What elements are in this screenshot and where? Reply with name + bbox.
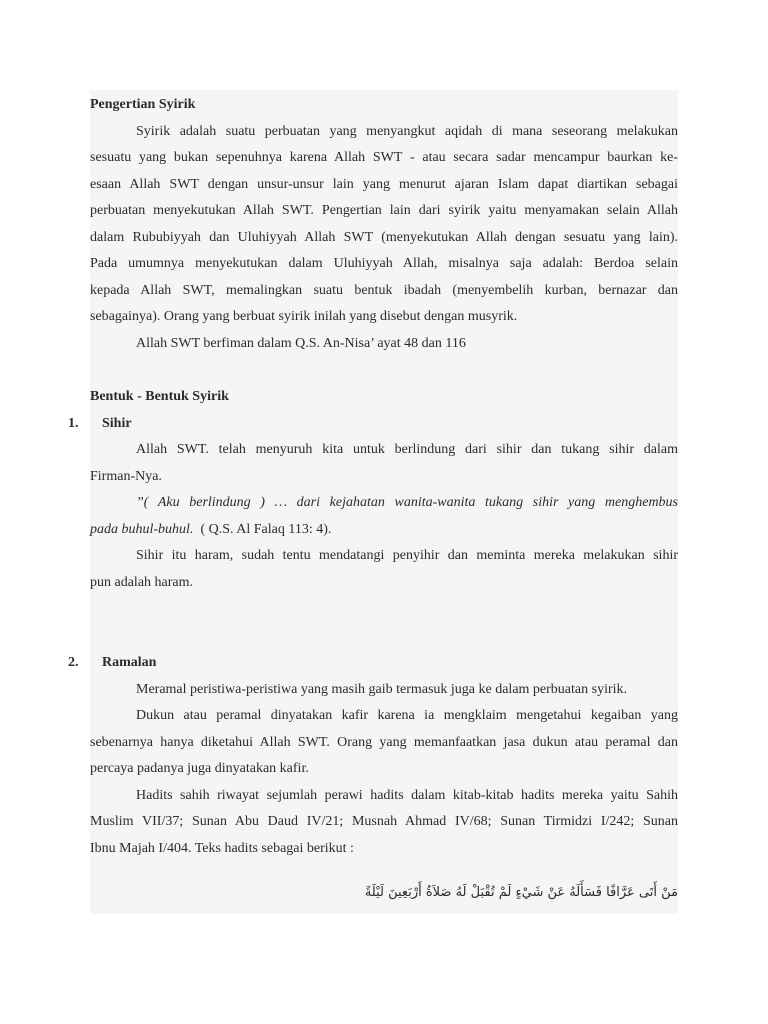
list-number: 1.	[68, 415, 79, 431]
text-line: Syirik adalah suatu perbuatan yang menyangkut aqidah di mana seseorang melakukan	[136, 123, 678, 139]
text-line: Allah SWT. telah menyuruh kita untuk berlindung dari sihir dan tukang sihir dalam	[136, 442, 678, 457]
text-line: sebagainya). Orang yang berbuat syirik inilah yang disebut dengan musyrik.	[90, 309, 518, 324]
paragraph-ramalan-3	[90, 783, 678, 863]
list-label: Ramalan	[102, 655, 157, 670]
section-title-pengertian: Pengertian Syirik	[90, 97, 196, 112]
text-line: percaya padanya juga dinyatakan kafir.	[90, 761, 309, 776]
text-line: Hadits sahih riwayat sejumlah perawi hadits dalam kitab-kitab hadits mereka yaitu Sahih	[136, 787, 678, 803]
text-line: dalam Rububiyyah dan Uluhiyyah Allah SWT (menyekutukan Allah dengan sesuatu yang lain).	[90, 229, 678, 245]
text-line: Sihir itu haram, sudah tentu mendatangi penyihir dan meminta mereka melakukan sihir	[136, 548, 678, 563]
quote-line: ”( Aku berlindung ) … dari kejahatan wanita-wanita tukang sihir yang menghembus	[136, 495, 678, 510]
text-line: Firman-Nya.	[90, 468, 162, 484]
text-line: Ibnu Majah I/404. Teks hadits sebagai berikut :	[90, 840, 354, 856]
paragraph-sihir-1	[90, 437, 678, 490]
text-line: Dukun atau peramal dinyatakan kafir karena ia mengklaim mengetahui kegaiban yang	[136, 708, 678, 723]
list-number: 2.	[68, 655, 79, 670]
list-item-heading-sihir	[68, 411, 678, 438]
text-line: Muslim VII/37; Sunan Abu Daud IV/21; Musnah Ahmad IV/68; Sunan Tirmidzi I/242; Sunan	[90, 814, 678, 829]
text-line: kepada Allah SWT, memalingkan suatu bentuk ibadah (menyembelih kurban, bernazar dan	[90, 282, 678, 298]
text-line: esaan Allah SWT dengan unsur-unsur lain yang menurut ajaran Islam dapat diartikan sebagai	[90, 176, 678, 192]
quote-falaq	[90, 490, 678, 543]
paragraph-ayat: Allah SWT berfiman dalam Q.S. An-Nisa’ ayat 48 dan 116	[136, 335, 466, 351]
list-label: Sihir	[102, 415, 132, 431]
quote-italic: pada buhul-buhul.	[90, 521, 194, 537]
arabic-hadith-text: مَنْ أَتَى عَرَّافًا فَسَأَلَهُ عَنْ شَيْءٍ لَمْ تُقْبَلْ لَهُ صَلاَةُ أَرْبَعِينَ لَيْلَةً	[364, 885, 678, 900]
document-body	[68, 92, 678, 906]
text-line: pun adalah haram.	[90, 574, 194, 590]
list-item-heading-ramalan	[68, 650, 678, 677]
text-line: sesuatu yang bukan sepenuhnya karena Allah SWT - atau secara sadar mencampur baurkan ke-	[90, 150, 678, 165]
text-line: perbuatan menyekutukan Allah SWT. Pengertian lain dari syirik yaitu menyamakan selain Allah	[90, 203, 678, 218]
quote-line	[90, 517, 678, 544]
paragraph-pengertian	[90, 119, 678, 331]
paragraph-ramalan-2	[90, 703, 678, 783]
section-title-bentuk: Bentuk - Bentuk Syirik	[90, 389, 229, 404]
quote-reference: ( Q.S. Al Falaq 113: 4).	[200, 521, 332, 537]
text-line: sebenarnya hanya diketahui Allah SWT. Orang yang memanfaatkan jasa dukun atau peramal dan	[90, 734, 678, 750]
text-line: Pada umumnya menyekutukan dalam Uluhiyyah Allah, misalnya saja adalah: Berdoa selain	[90, 256, 678, 271]
paragraph-ramalan-1: Meramal peristiwa-peristiwa yang masih gaib termasuk juga ke dalam perbuatan syirik.	[136, 681, 628, 697]
paragraph-sihir-2	[90, 543, 678, 596]
